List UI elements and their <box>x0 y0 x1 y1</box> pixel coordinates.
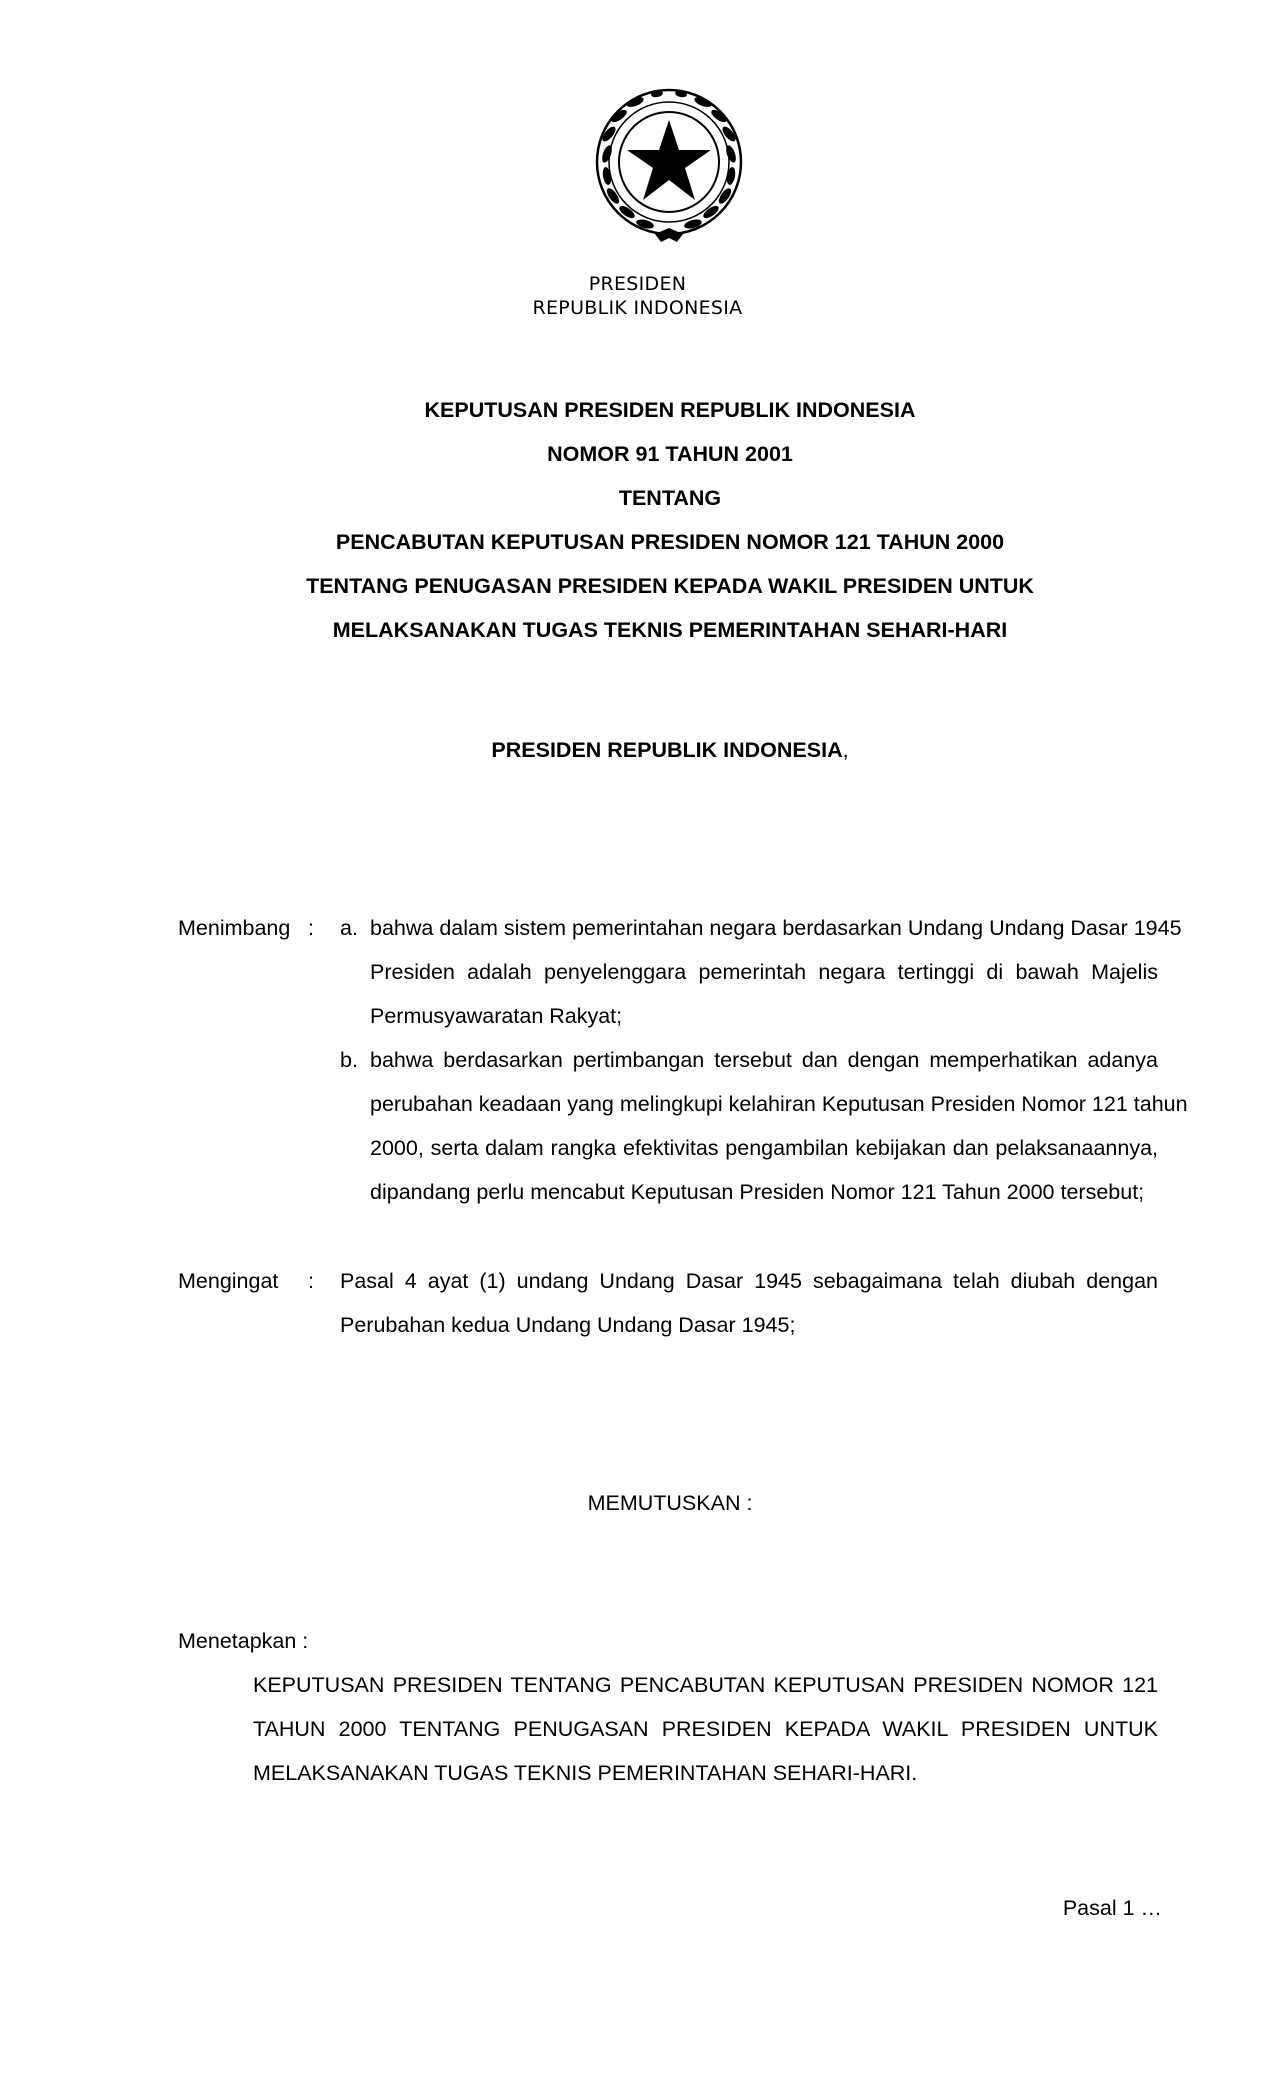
menetapkan-line-3: MELAKSANAKAN TUGAS TEKNIS PEMERINTAHAN SEHARI-HARI. <box>253 1761 918 1785</box>
memutuskan-heading: MEMUTUSKAN : <box>587 1491 753 1515</box>
menimbang-a-line-1: bahwa dalam sistem pemerintahan negara berdasarkan Undang Undang Dasar 1945 <box>370 916 1182 940</box>
president-heading <box>0 735 1275 765</box>
document-title <box>0 388 1275 652</box>
menimbang-colon: : <box>308 916 314 940</box>
mengingat-line-1: Pasal 4 ayat (1) undang Undang Dasar 1945 sebagaimana telah diubah dengan <box>340 1269 1158 1293</box>
menetapkan-text <box>253 1663 1158 1795</box>
title-line-2: NOMOR 91 TAHUN 2001 <box>547 442 793 466</box>
emblem-caption-president: PRESIDEN <box>588 273 687 295</box>
title-line-6: MELAKSANAKAN TUGAS TEKNIS PEMERINTAHAN SEHARI-HARI <box>332 618 1008 642</box>
menetapkan-label: Menetapkan : <box>178 1629 309 1653</box>
menimbang-b-line-3: 2000, serta dalam rangka efektivitas pengambilan kebijakan dan pelaksanaannya, <box>370 1136 1158 1160</box>
emblem-caption-republic: REPUBLIK INDONESIA <box>532 297 743 319</box>
menimbang-a-line-2: Presiden adalah penyelenggara pemerintah negara tertinggi di bawah Majelis <box>370 960 1158 984</box>
menetapkan-line-2: TAHUN 2000 TENTANG PENUGASAN PRESIDEN KEPADA WAKIL PRESIDEN UNTUK <box>253 1717 1158 1741</box>
mengingat-line-2: Perubahan kedua Undang Undang Dasar 1945; <box>340 1313 796 1337</box>
menimbang-b-line-2: perubahan keadaan yang melingkupi kelahiran Keputusan Presiden Nomor 121 tahun <box>370 1092 1188 1116</box>
presidential-seal-icon <box>585 82 753 250</box>
next-page-marker: Pasal 1 … <box>1062 1896 1162 1920</box>
menimbang-b-letter: b. <box>340 1048 358 1072</box>
menimbang-label: Menimbang <box>178 916 291 940</box>
menimbang-b-line-1: bahwa berdasarkan pertimbangan tersebut dan dengan memperhatikan adanya <box>370 1048 1158 1072</box>
title-line-1: KEPUTUSAN PRESIDEN REPUBLIK INDONESIA <box>424 398 916 422</box>
president-name: PRESIDEN REPUBLIK INDONESIA <box>491 738 843 762</box>
menimbang-b-line-4: dipandang perlu mencabut Keputusan Presiden Nomor 121 Tahun 2000 tersebut; <box>370 1180 1145 1204</box>
president-punct: , <box>842 738 849 762</box>
mengingat-colon: : <box>308 1269 314 1293</box>
menimbang-a-line-3: Permusyawaratan Rakyat; <box>370 1004 623 1028</box>
menetapkan-line-1: KEPUTUSAN PRESIDEN TENTANG PENCABUTAN KEPUTUSAN PRESIDEN NOMOR 121 <box>253 1673 1158 1697</box>
menimbang-a-letter: a. <box>340 916 358 940</box>
menimbang-a-text <box>370 906 1182 1038</box>
title-line-5: TENTANG PENUGASAN PRESIDEN KEPADA WAKIL PRESIDEN UNTUK <box>306 574 1034 598</box>
menimbang-b-text <box>370 1038 1188 1214</box>
title-line-4: PENCABUTAN KEPUTUSAN PRESIDEN NOMOR 121 TAHUN 2000 <box>335 530 1005 554</box>
mengingat-text <box>340 1259 1158 1347</box>
title-line-3: TENTANG <box>618 486 722 510</box>
mengingat-label: Mengingat <box>178 1269 279 1293</box>
